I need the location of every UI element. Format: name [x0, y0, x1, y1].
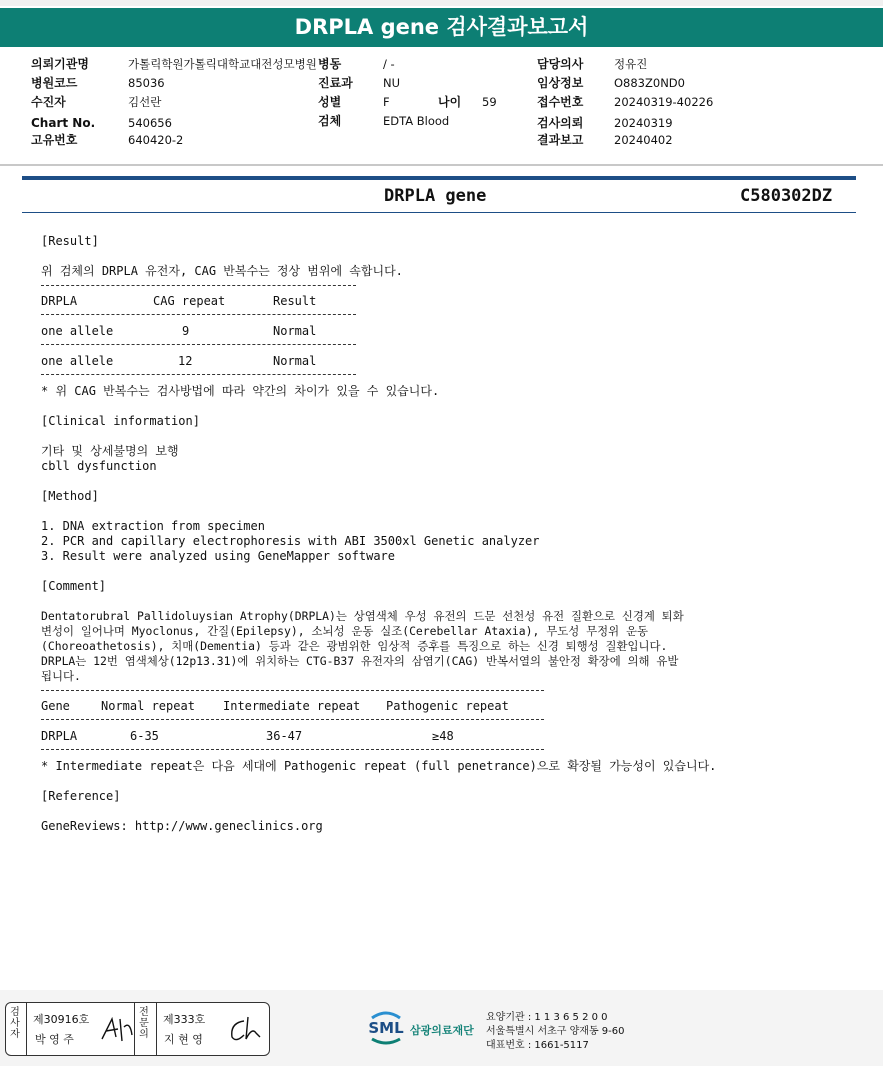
specialist-license: 제333호: [163, 1013, 206, 1026]
comment-line: 변성이 일어나며 Myoclonus, 간질(Epilepsy), 소뇌성 운동 실조(Cerebellar Ataxia), 무도성 무정위 운동: [41, 624, 648, 638]
unique-no-value: 640420-2: [128, 133, 184, 147]
chart-no-label: Chart No.: [31, 116, 96, 130]
gene-col: Gene: [41, 699, 70, 713]
divider: [41, 749, 544, 750]
result-col-result: Result: [273, 294, 317, 308]
divider: [41, 314, 356, 315]
patient-value: 김선란: [128, 95, 162, 109]
phone: 대표번호 : 1661-5117: [486, 1040, 589, 1051]
method-item: 3. Result were analyzed using GeneMapper software: [41, 549, 396, 563]
result-heading: [Result]: [41, 234, 99, 248]
header-divider: [0, 164, 883, 166]
clinical-line: cbll dysfunction: [41, 459, 157, 473]
request-label: 검사의뢰: [537, 116, 584, 130]
result-col-cag: CAG repeat: [153, 294, 226, 308]
sml-logo: [366, 1010, 406, 1046]
result-cell: 9: [182, 324, 190, 338]
request-value: 20240319: [614, 116, 673, 130]
unique-no-label: 고유번호: [31, 133, 78, 147]
ward-label: 병동: [318, 57, 342, 71]
examiner-signature: [98, 1013, 136, 1045]
method-item: 1. DNA extraction from specimen: [41, 519, 265, 533]
care-code: 요양기관 : 1 1 3 6 5 2 0 0: [486, 1012, 608, 1023]
institution-label: 의뢰기관명: [31, 57, 89, 71]
report-title: DRPLA gene 검사결과보고서: [0, 8, 883, 47]
examiner-license: 제30916호: [33, 1013, 90, 1026]
comment-line: Dentatorubral Pallidoluysian Atrophy(DRPLA)는 상염색체 우성 유전의 드문 선천성 유전 질환으로 신경계 퇴화: [41, 609, 684, 623]
hospital-code-value: 85036: [128, 76, 165, 90]
divider: [26, 1003, 27, 1055]
section-rule-bottom: [22, 212, 856, 213]
divider: [41, 374, 356, 375]
result-cell: one allele: [41, 354, 114, 368]
receipt-label: 접수번호: [537, 95, 584, 109]
clinical-heading: [Clinical information]: [41, 414, 200, 428]
comment-heading: [Comment]: [41, 579, 107, 593]
top-strip: [0, 0, 883, 6]
doctor-label: 담당의사: [537, 57, 584, 71]
gene-col: Normal repeat: [101, 699, 195, 713]
comment-line: (Choreoathetosis), 치매(Dementia) 등과 같은 광범위한 임상적 증후를 특징으로 하는 신경 퇴행성 질환입니다.: [41, 639, 668, 653]
clinical-line: 기타 및 상세불명의 보행: [41, 444, 179, 458]
result-note: * 위 CAG 반복수는 검사방법에 따라 약간의 차이가 있을 수 있습니다.: [41, 384, 440, 398]
address: 서울특별시 서초구 양재동 9-60: [486, 1026, 625, 1037]
report-date-value: 20240402: [614, 133, 673, 147]
result-cell: Normal: [273, 324, 317, 338]
divider: [41, 285, 356, 286]
doctor-value: 정유진: [614, 57, 648, 71]
method-item: 2. PCR and capillary electrophoresis with ABI 3500xl Genetic analyzer: [41, 534, 540, 548]
examiner-name: 박 영 주: [35, 1033, 74, 1046]
divider: [134, 1003, 135, 1055]
age-value: 59: [482, 95, 497, 109]
result-cell: Normal: [273, 354, 317, 368]
examiner-label: 검사자: [10, 1007, 20, 1040]
gene-col: Pathogenic repeat: [386, 699, 509, 713]
sex-label: 성별: [318, 95, 342, 109]
specimen-label: 검체: [318, 114, 342, 128]
specialist-label: 전문의: [139, 1007, 149, 1040]
method-heading: [Method]: [41, 489, 99, 503]
hospital-code-label: 병원코드: [31, 76, 78, 90]
sex-value: F: [383, 95, 390, 109]
divider: [41, 719, 544, 720]
org-name: 삼광의료재단: [410, 1024, 474, 1037]
reference-heading: [Reference]: [41, 789, 121, 803]
result-cell: one allele: [41, 324, 114, 338]
test-code: C580302DZ: [740, 186, 833, 206]
patient-label: 수진자: [31, 95, 66, 109]
divider: [41, 344, 356, 345]
signature-box: [5, 1002, 270, 1056]
comment-line: 됩니다.: [41, 669, 81, 683]
result-col-gene: DRPLA: [41, 294, 78, 308]
section-rule-top: [22, 176, 856, 180]
report-date-label: 결과보고: [537, 133, 584, 147]
specialist-name: 지 현 영: [164, 1033, 203, 1046]
chart-no-value: 540656: [128, 116, 172, 130]
reference-text: GeneReviews: http://www.geneclinics.org: [41, 819, 323, 833]
dept-label: 진료과: [318, 76, 353, 90]
logo-text: SML: [368, 1019, 404, 1037]
ward-value: / -: [383, 57, 395, 71]
divider: [41, 690, 544, 691]
institution-value: 가톨릭학원가톨릭대학교대전성모병원: [128, 57, 317, 71]
test-name: DRPLA gene: [384, 186, 487, 206]
clinical-info-value: O883Z0ND0: [614, 76, 685, 90]
receipt-value: 20240319-40226: [614, 95, 714, 109]
gene-cell: 36-47: [266, 729, 303, 743]
result-summary: 위 검체의 DRPLA 유전자, CAG 반복수는 정상 범위에 속합니다.: [41, 264, 403, 278]
gene-cell: ≥48: [432, 729, 454, 743]
comment-line: DRPLA는 12번 염색체상(12p13.31)에 위치하는 CTG-B37 유전자의 삼염기(CAG) 반복서열의 불안정 확장에 의해 유발: [41, 654, 679, 668]
age-label: 나이: [438, 95, 462, 109]
gene-cell: 6-35: [130, 729, 159, 743]
divider: [156, 1003, 157, 1055]
specialist-signature: [226, 1013, 264, 1045]
comment-note: * Intermediate repeat은 다음 세대에 Pathogenic repeat (full penetrance)으로 확장될 가능성이 있습니다.: [41, 759, 717, 773]
result-cell: 12: [178, 354, 193, 368]
specimen-value: EDTA Blood: [383, 114, 450, 128]
dept-value: NU: [383, 76, 401, 90]
clinical-info-label: 임상정보: [537, 76, 584, 90]
gene-cell: DRPLA: [41, 729, 78, 743]
gene-col: Intermediate repeat: [223, 699, 361, 713]
